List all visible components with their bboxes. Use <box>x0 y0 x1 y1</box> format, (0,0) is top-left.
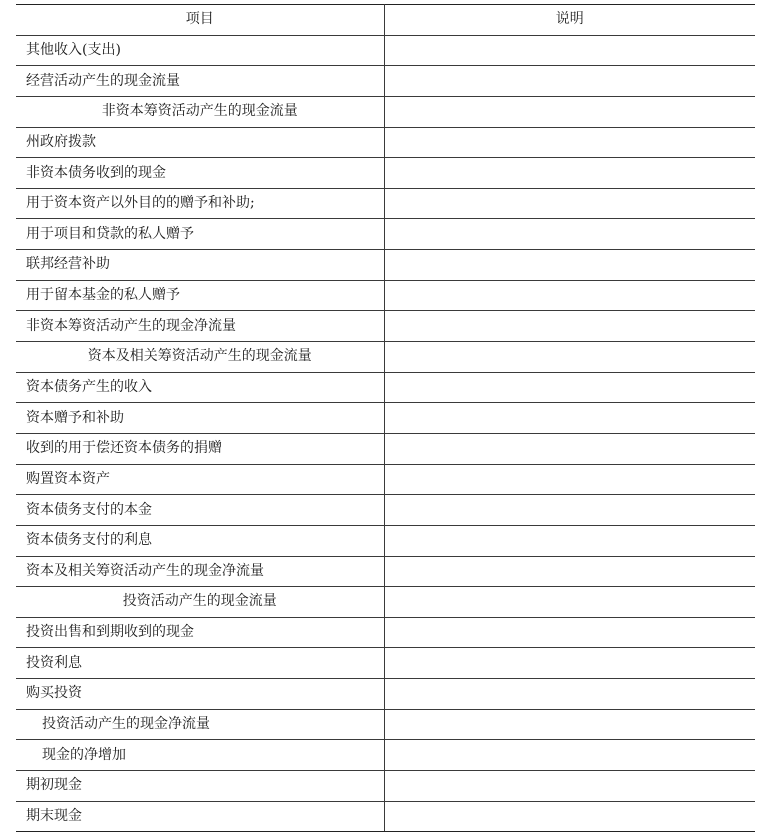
note-cell <box>384 250 755 281</box>
table-header-row <box>16 5 755 36</box>
table-row <box>16 96 755 127</box>
item-cell: 投资利息 <box>16 648 384 679</box>
item-cell: 联邦经营补助 <box>16 250 384 281</box>
item-cell: 资本债务支付的本金 <box>16 495 384 526</box>
table-row <box>16 403 755 434</box>
note-cell <box>384 188 755 219</box>
section-heading-cell: 非资本筹资活动产生的现金流量 <box>16 96 384 127</box>
note-cell <box>384 495 755 526</box>
note-cell <box>384 219 755 250</box>
table-row <box>16 679 755 710</box>
item-cell: 用于资本资产以外目的的赠予和补助; <box>16 188 384 219</box>
item-cell: 经营活动产生的现金流量 <box>16 66 384 97</box>
item-cell: 期末现金 <box>16 801 384 832</box>
note-cell <box>384 464 755 495</box>
section-heading-cell: 投资活动产生的现金流量 <box>16 587 384 618</box>
note-cell <box>384 771 755 802</box>
item-cell: 其他收入(支出) <box>16 35 384 66</box>
table-row <box>16 35 755 66</box>
note-cell <box>384 648 755 679</box>
note-cell <box>384 617 755 648</box>
table-row <box>16 556 755 587</box>
table-row <box>16 709 755 740</box>
item-cell: 投资活动产生的现金净流量 <box>16 709 384 740</box>
note-cell <box>384 372 755 403</box>
column-header-item: 项目 <box>16 5 384 36</box>
table-row <box>16 158 755 189</box>
table-row <box>16 495 755 526</box>
note-cell <box>384 35 755 66</box>
table-row <box>16 771 755 802</box>
table-row <box>16 801 755 832</box>
item-cell: 用于留本基金的私人赠予 <box>16 280 384 311</box>
item-cell: 资本债务产生的收入 <box>16 372 384 403</box>
table-row <box>16 250 755 281</box>
table-body <box>16 35 755 832</box>
table-row <box>16 280 755 311</box>
section-heading-cell: 资本及相关筹资活动产生的现金流量 <box>16 342 384 373</box>
item-cell: 购买投资 <box>16 679 384 710</box>
table-row <box>16 127 755 158</box>
note-cell <box>384 679 755 710</box>
note-cell <box>384 66 755 97</box>
note-cell <box>384 709 755 740</box>
table-row <box>16 66 755 97</box>
table-row <box>16 188 755 219</box>
item-cell: 用于项目和贷款的私人赠予 <box>16 219 384 250</box>
note-cell <box>384 158 755 189</box>
table-row <box>16 342 755 373</box>
table-row <box>16 648 755 679</box>
item-cell: 州政府拨款 <box>16 127 384 158</box>
note-cell <box>384 525 755 556</box>
cash-flow-table <box>16 4 755 832</box>
table-row <box>16 219 755 250</box>
note-cell <box>384 280 755 311</box>
note-cell <box>384 342 755 373</box>
item-cell: 非资本债务收到的现金 <box>16 158 384 189</box>
table-row <box>16 525 755 556</box>
table-row <box>16 617 755 648</box>
note-cell <box>384 801 755 832</box>
note-cell <box>384 96 755 127</box>
note-cell <box>384 433 755 464</box>
note-cell <box>384 127 755 158</box>
column-header-note: 说明 <box>384 5 755 36</box>
note-cell <box>384 587 755 618</box>
table-row <box>16 740 755 771</box>
item-cell: 资本债务支付的利息 <box>16 525 384 556</box>
table-row <box>16 311 755 342</box>
note-cell <box>384 311 755 342</box>
note-cell <box>384 740 755 771</box>
item-cell: 资本及相关筹资活动产生的现金净流量 <box>16 556 384 587</box>
table-row <box>16 372 755 403</box>
item-cell: 收到的用于偿还资本债务的捐赠 <box>16 433 384 464</box>
table-row <box>16 587 755 618</box>
item-cell: 资本赠予和补助 <box>16 403 384 434</box>
item-cell: 投资出售和到期收到的现金 <box>16 617 384 648</box>
table-row <box>16 433 755 464</box>
item-cell: 非资本筹资活动产生的现金净流量 <box>16 311 384 342</box>
item-cell: 期初现金 <box>16 771 384 802</box>
item-cell: 购置资本资产 <box>16 464 384 495</box>
note-cell <box>384 403 755 434</box>
item-cell: 现金的净增加 <box>16 740 384 771</box>
note-cell <box>384 556 755 587</box>
table-row <box>16 464 755 495</box>
